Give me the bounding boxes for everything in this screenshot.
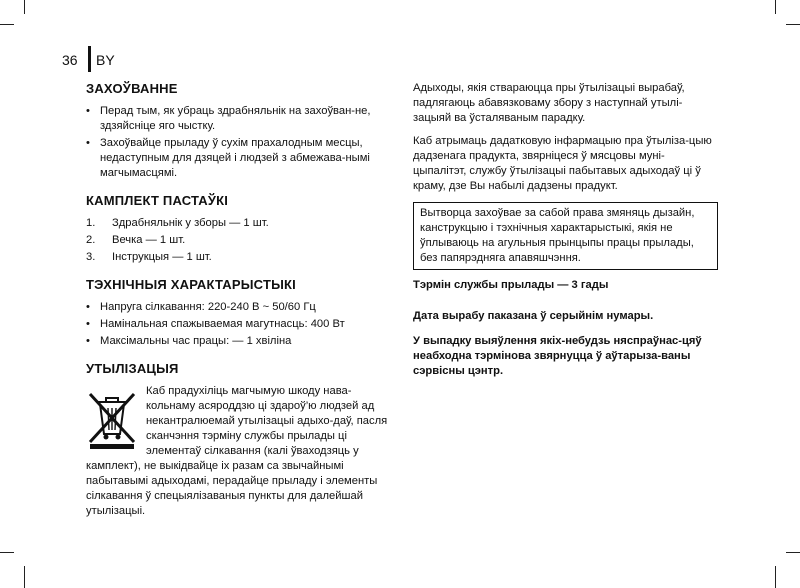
crop-mark (775, 566, 776, 588)
package-title: КАМПЛЕКТ ПАСТАЎКІ (86, 193, 229, 208)
item-text: Вечка — 1 шт. (112, 234, 186, 246)
disposal-text: Каб прадухіліць магчымую шкоду нава-кольнаму асяроддзю ці здароў’ю людзей ад некантралюемай утылізацыі адыхо-даў, пасля сканчэння тэрміну службы прылады ці элементаў сілкавання (калі ўваходзяць у камплект), не выкідвайце іх разам са звычайнымі пабытавымі адыходамі, перадайце прыладу і элементы сілкавання ў спецыялізаваныя пункты для далейшай утылізацыі. (86, 385, 388, 517)
item-number: 2. (86, 234, 96, 246)
language-code: BY (96, 52, 115, 68)
info-paragraph: Каб атрымаць дадатковую інфармацыю пра ўтылiза-цыю дадзенага прадукта, звярніцеся ў мясцовы муні-цыпалітэт, службу ўтылізацыі пабытавых адыходаў ці ў краму, дзе Вы набылі дадзены прадукт. (413, 135, 712, 192)
manufacture-date-note: Дата вырабу паказана ў серыйнім нумары. (413, 310, 654, 322)
item-number: 1. (86, 217, 96, 229)
disposal-title: УТЫЛІЗАЦЫЯ (86, 361, 179, 376)
package-section (86, 193, 390, 265)
list-item (86, 216, 390, 231)
crop-mark (786, 552, 800, 553)
storage-list (86, 104, 390, 181)
manufacturer-notice-box: Вытворца захоўвае за сабой права змяняць дызайн, канструкцыю і тэхнічныя характарыстыкі, якія не ўплываюць на агульныя прынцыпы працы прылады, без папярэдняга апавяшчэння. (413, 202, 718, 270)
package-list (86, 216, 390, 265)
list-item: • Перад тым, як убраць здрабняльнік на захоўван-не, здзяйсніце яго чыстку. (86, 104, 390, 134)
service-life: Тэрмін службы прылады — 3 гады (413, 279, 609, 291)
storage-section (86, 81, 390, 181)
crop-mark (24, 0, 25, 14)
crop-mark (0, 24, 14, 25)
list-item: • Намінальная спажываемая магутнасць: 400 Вт (86, 317, 390, 332)
crop-mark (0, 552, 14, 553)
crop-mark (24, 566, 25, 588)
crop-mark (775, 0, 776, 14)
crop-mark (786, 24, 800, 25)
list-item: • Захоўвайце прыладу ў сухім прахалодным месцы, недаступным для дзяцей і людзей з абмежава-нымі магчымасцямі. (86, 136, 390, 181)
list-item (86, 250, 390, 265)
defects-note: У выпадку выяўлення якіх-небудзь няспраўнас-цяў неабходна тэрмінова звярнуцца ў аўтарыза-ваны сэрвісны цэнтр. (413, 335, 702, 377)
list-item: • Напруга сілкавання: 220-240 В ~ 50/60 Гц (86, 300, 390, 315)
page-number: 36 (62, 52, 78, 68)
item-text: Здрабняльнік у зборы — 1 шт. (112, 217, 269, 229)
specs-section (86, 277, 390, 349)
header-divider (88, 46, 91, 72)
specs-title: ТЭХНІЧНЫЯ ХАРАКТАРЫСТЫКІ (86, 277, 296, 292)
disposal-block (86, 384, 390, 519)
disposal-section (86, 361, 390, 519)
storage-title: ЗАХОЎВАННЕ (86, 81, 178, 96)
right-column (413, 81, 718, 389)
disposal-paragraph: Адыходы, якія ствараюцца пры ўтылізацыі вырабаў, падлягаюць абавязковаму збору з наступнай утылі-зацыяй ва ўсталяваным парадку. (413, 82, 685, 124)
list-item: • Максімальны час працы: — 1 хвіліна (86, 334, 390, 349)
specs-list (86, 300, 390, 349)
item-number: 3. (86, 251, 96, 263)
left-column (86, 81, 390, 531)
item-text: Інструкцыя — 1 шт. (112, 251, 212, 263)
list-item (86, 233, 390, 248)
crossed-out-bin-icon (86, 388, 138, 450)
